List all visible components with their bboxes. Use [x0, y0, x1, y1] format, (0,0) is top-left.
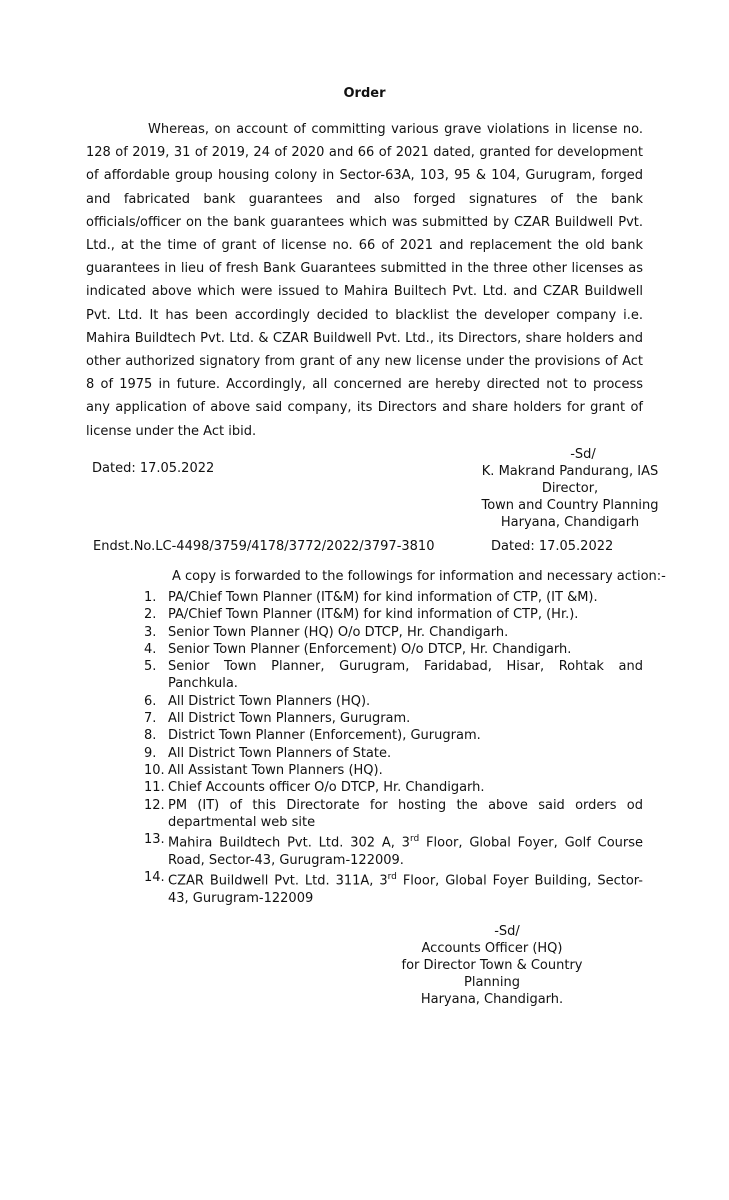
signatory-department: Town and Country Planning [481, 498, 659, 513]
list-item [144, 745, 643, 762]
director-signature-block [455, 446, 685, 531]
item-text: PA/Chief Town Planner (IT&M) for kind information of CTP, (IT &M). [168, 590, 598, 605]
item-text: PM (IT) of this Directorate for hosting the above said orders od departmental web site [168, 797, 643, 830]
item-text: Chief Accounts officer O/o DTCP, Hr. Chandigarh. [168, 780, 485, 796]
signatory-place: Haryana, Chandigarh [500, 515, 640, 530]
item-text: Senior Town Planner, Gurugram, Faridabad, Hisar, Rohtak and Panchkula. [168, 659, 643, 692]
item-text: Senior Town Planner (HQ) O/o DTCP, Hr. Chandigarh. [168, 624, 509, 640]
list-item [144, 869, 643, 907]
recipient-list [144, 589, 643, 907]
signatory-designation: Accounts Officer (HQ) [421, 941, 563, 956]
item-text: All Assistant Town Planners (HQ). [168, 762, 383, 778]
ordinal-suffix: rd [387, 872, 397, 883]
list-item [144, 831, 643, 869]
list-item [144, 624, 643, 641]
item-text: All District Town Planners, Gurugram. [168, 711, 411, 727]
endorsement-date: Dated: 17.05.2022 [491, 539, 614, 554]
list-item [144, 658, 643, 693]
endorsement-number: Endst.No.LC-4498/3759/4178/3772/2022/3797-3810 [93, 539, 435, 554]
signatory-name: K. Makrand Pandurang, IAS [481, 464, 659, 479]
list-item [144, 693, 643, 710]
order-date: Dated: 17.05.2022 [92, 461, 215, 476]
item-number: 3. [144, 624, 157, 640]
signatory-on-behalf: for Director Town & Country Planning [401, 958, 583, 990]
item-text: District Town Planner (Enforcement), Gurugram. [168, 728, 481, 744]
item-text-start: Mahira Buildtech Pvt. Ltd. 302 A, 3 [168, 835, 410, 851]
item-number: 7. [144, 711, 157, 727]
item-number: 9. [144, 745, 157, 761]
list-item [144, 779, 643, 796]
list-item [144, 762, 643, 779]
item-number: 14. [144, 870, 165, 886]
accounts-officer-signature-block [373, 923, 611, 1008]
item-number: 10. [144, 762, 165, 778]
item-number: 1. [144, 590, 157, 605]
item-text: All District Town Planners (HQ). [168, 693, 371, 709]
item-number: 6. [144, 693, 157, 709]
item-text: All District Town Planners of State. [168, 745, 392, 761]
list-item [144, 710, 643, 727]
item-number: 8. [144, 728, 157, 744]
item-number: 13. [144, 832, 165, 848]
list-item [144, 641, 643, 658]
list-item [144, 589, 643, 606]
item-text-end: Floor, Global Foyer, Golf Course Road, Sector-43, Gurugram-122009. [168, 835, 644, 868]
signatory-designation: Director, [541, 481, 599, 496]
signature-mark: -Sd/ [494, 924, 520, 939]
order-body: Whereas, on account of committing various grave violations in license no. 128 of 2019, 31 of 2019, 24 of 2020 and 66 of 2021 dated, granted for development of affordable group housing colony in Sector-63A, 103, 95 & 104, Gurugram, forged and fabricated bank guarantees and also forged signatures of the bank officials/officer on the bank guarantees which was submitted by CZAR Buildwell Pvt. Ltd., at the time of grant of license no. 66 of 2021 and replacement the old bank guarantees in lieu of fresh Bank Guarantees submitted in the three other licenses as indicated above which were issued to Mahira Builtech Pvt. Ltd. and CZAR Buildwell Pvt. Ltd. It has been accordingly decided to blacklist the developer company i.e. Mahira Buildtech Pvt. Ltd. & CZAR Buildwell Pvt. Ltd., its Directors, share holders and other authorized signatory from grant of any new license under the provisions of Act 8 of 1975 in future. Accordingly, all concerned are hereby directed not to process any application of above said company, its Directors and share holders for grant of license under the Act ibid. [86, 122, 643, 439]
list-item [144, 606, 643, 623]
item-text-start: CZAR Buildwell Pvt. Ltd. 311A, 3 [168, 873, 388, 889]
list-item [144, 727, 643, 744]
order-title: Order [343, 86, 386, 101]
item-number: 4. [144, 641, 157, 657]
signature-mark: -Sd/ [570, 447, 596, 462]
item-text: PA/Chief Town Planner (IT&M) for kind information of CTP, (Hr.). [168, 607, 579, 623]
ordinal-suffix: rd [409, 834, 420, 845]
copy-forward-intro: A copy is forwarded to the followings for information and necessary action:- [172, 569, 666, 584]
list-item [144, 797, 643, 832]
signatory-place: Haryana, Chandigarh. [420, 992, 564, 1007]
item-number: 5. [144, 659, 157, 675]
item-number: 12. [144, 797, 165, 813]
item-text: Senior Town Planner (Enforcement) O/o DTCP, Hr. Chandigarh. [168, 641, 572, 657]
item-text-end: Floor, Global Foyer Building, Sector-43, Gurugram-122009 [168, 873, 643, 906]
item-number: 2. [144, 607, 157, 623]
item-number: 11. [144, 780, 165, 796]
